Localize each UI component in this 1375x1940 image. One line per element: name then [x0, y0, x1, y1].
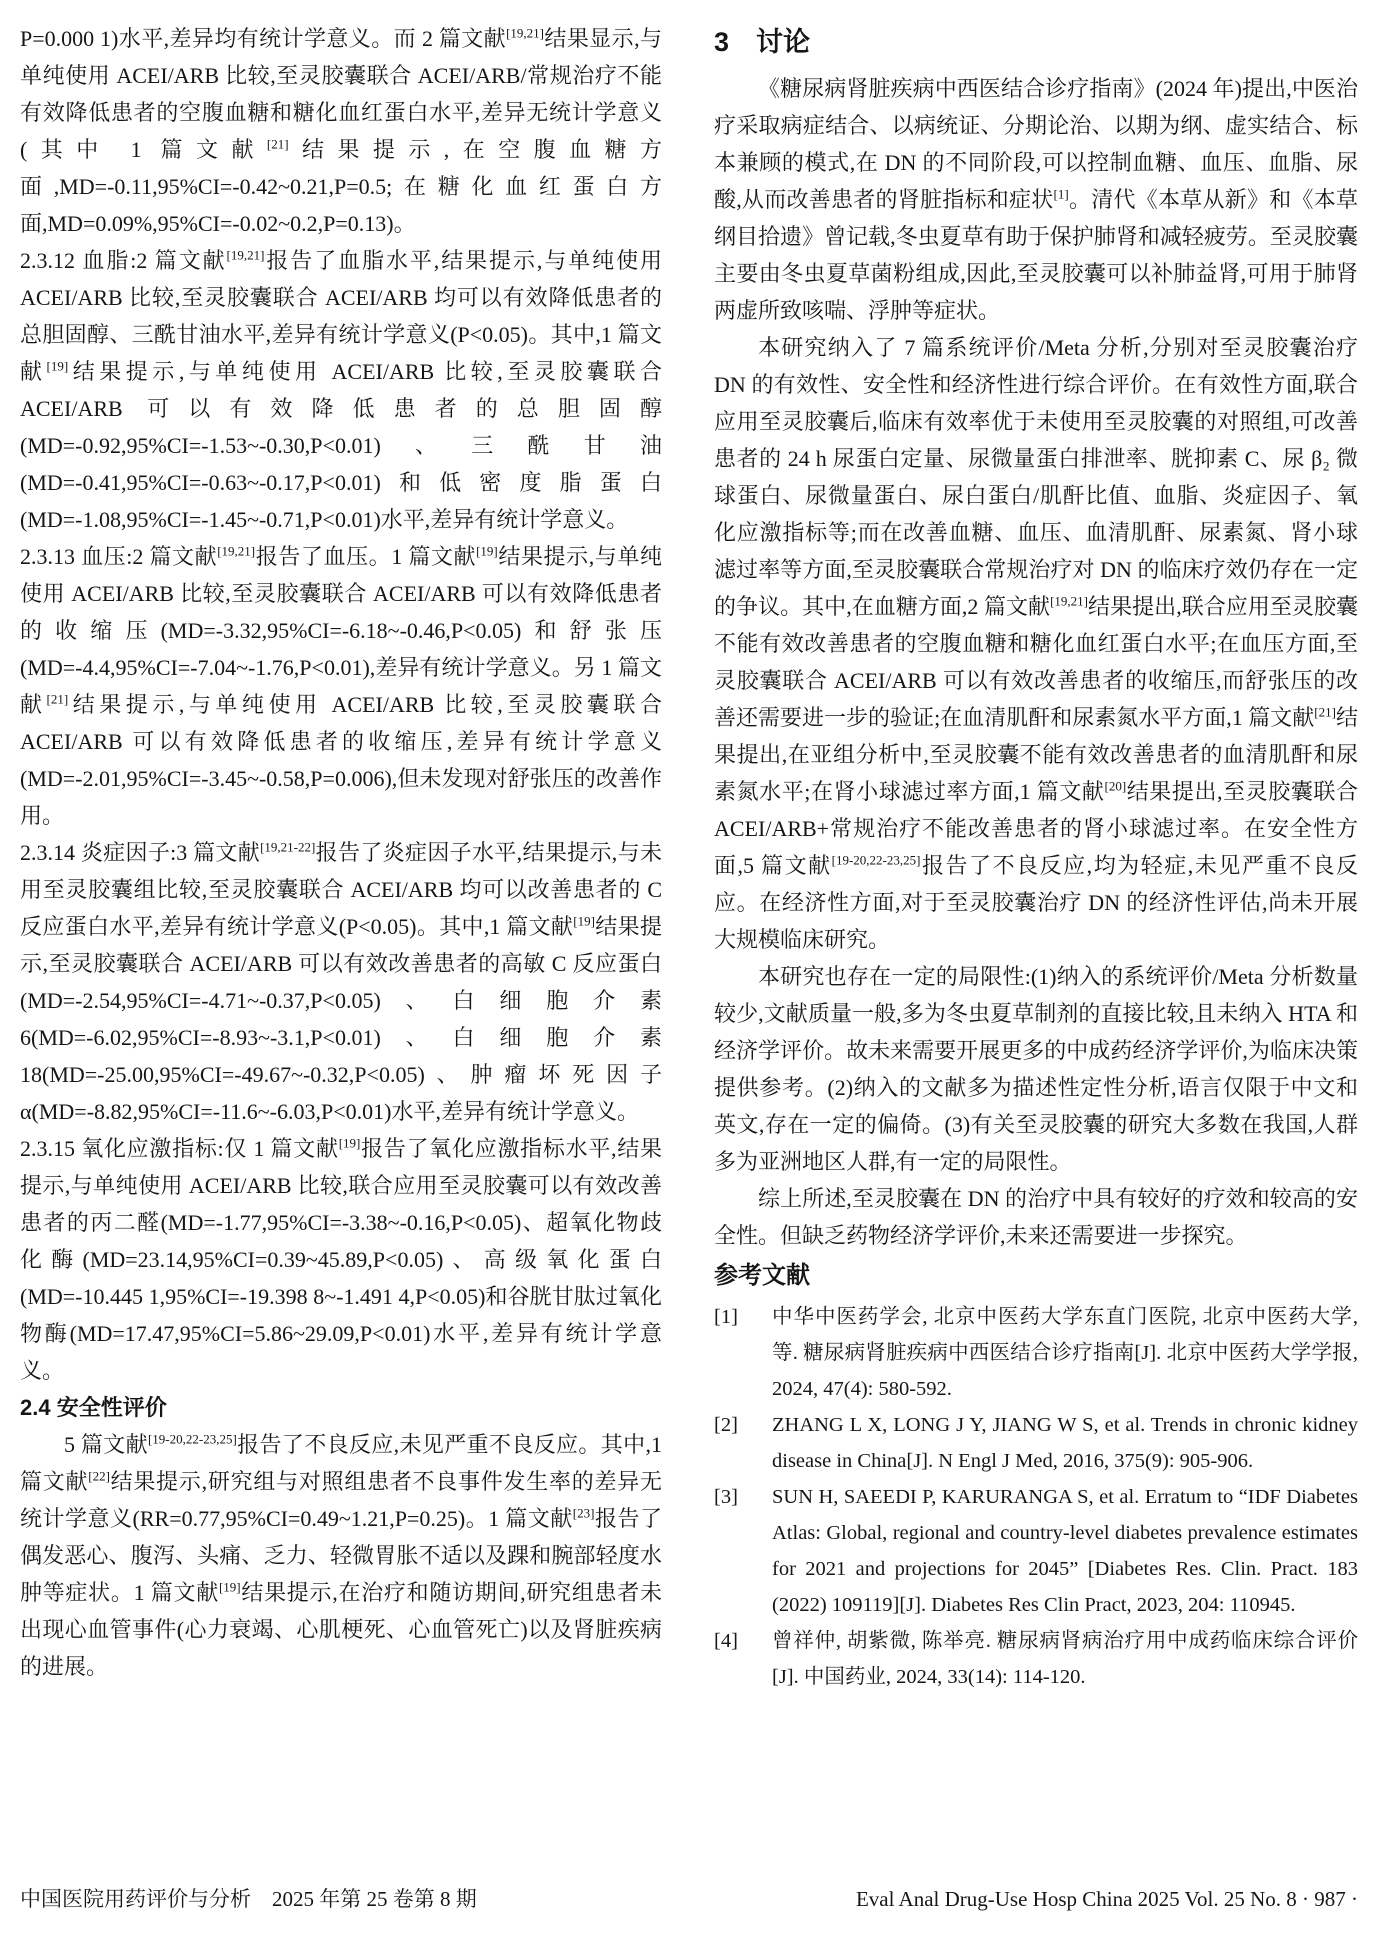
citation-superscript: [20]	[1104, 778, 1127, 794]
citation-superscript: [1]	[1053, 186, 1069, 202]
reference-number: [1]	[714, 1306, 738, 1328]
references-heading: 参考文献	[714, 1262, 810, 1289]
citation-superscript: [19]	[218, 1579, 241, 1595]
paragraph: 2.3.12 血脂:2 篇文献[19,21]报告了血脂水平,结果提示,与单纯使用 ACEI/ARB 比较,至灵胶囊联合 ACEI/ARB 均可以有效降低患者的总胆固醇、三酰甘油水平,差异有统计学意义(P<0.05)。其中,1 篇文献[19]结果提示,与单纯使用 ACEI/ARB 比较,至灵胶囊联合 ACEI/ARB 可以有效降低患者的总胆固醇(MD=-0.92,95%CI=-1.53~-0.30,P<0.01)、三酰甘油(MD=-0.41,95%CI=-0.63~-0.17,P<0.01)和低密度脂蛋白(MD=-1.08,95%CI=-1.45~-0.71,P<0.01)水平,差异有统计学意义。	[20, 247, 662, 532]
paragraph: 《糖尿病肾脏疾病中西医结合诊疗指南》(2024 年)提出,中医治疗采取病症结合、以病统证、分期论治、以期为纲、虚实结合、标本兼顾的模式,在 DN 的不同阶段,可以控制血糖、血压、血脂、尿酸,从而改善患者的肾脏指标和症状[1]。清代《本草从新》和《本草纲目拾遗》曾记载,冬虫夏草有助于保护肺肾和减轻疲劳。至灵胶囊主要由冬虫夏草菌粉组成,因此,至灵胶囊可以补肺益肾,可用于肺肾两虚所致咳喘、浮肿等症状。	[714, 76, 1358, 323]
reference-text: SUN H, SAEEDI P, KARURANGA S, et al. Erratum to “IDF Diabetes Atlas: Global, regional and country-level diabetes prevalence estimates for 2021 and projections for 2045” [Diabetes Res. Clin. Pract. 183 (2022) 109119][J]. Diabetes Res Clin Pract, 2023, 204: 110945.	[772, 1486, 1358, 1616]
paragraph: 本研究纳入了 7 篇系统评价/Meta 分析,分别对至灵胶囊治疗 DN 的有效性、安全性和经济性进行综合评价。在有效性方面,联合应用至灵胶囊后,临床有效率优于未使用至灵胶囊的对照组,可改善患者的 24 h 尿蛋白定量、尿微量蛋白排泄率、胱抑素 C、尿 β₂ 微球蛋白、尿微量蛋白、尿白蛋白/肌酐比值、血脂、炎症因子、氧化应激指标等;而在改善血糖、血压、血清肌酐、尿素氮、肾小球滤过率等方面,至灵胶囊联合常规治疗对 DN 的临床疗效仍存在一定的争议。其中,在血糖方面,2 篇文献[19,21]结果提出,联合应用至灵胶囊不能有效改善患者的空腹血糖和糖化血红蛋白水平;在血压方面,至灵胶囊联合 ACEI/ARB 可以有效改善患者的收缩压,而舒张压的改善还需要进一步的验证;在血清肌酐和尿素氮水平方面,1 篇文献[21]结果提出,在亚组分析中,至灵胶囊不能有效改善患者的血清肌酐和尿素氮水平;在肾小球滤过率方面,1 篇文献[20]结果提出,至灵胶囊联合 ACEI/ARB+常规治疗不能改善患者的肾小球滤过率。在安全性方面,5 篇文献[19-20,22-23,25]报告了不良反应,均为轻症,未见严重不良反应。在经济性方面,对于至灵胶囊治疗 DN 的经济性评估,尚未开展大规模临床研究。	[714, 335, 1358, 952]
paragraph: 2.3.15 氧化应激指标:仅 1 篇文献[19]报告了氧化应激指标水平,结果提示,与单纯使用 ACEI/ARB 比较,联合应用至灵胶囊可以有效改善患者的丙二醛(MD=-1.77,95%CI=-3.38~-0.16,P<0.05)、超氧化物歧化酶(MD=23.14,95%CI=0.39~45.89,P<0.05)、高级氧化蛋白(MD=-10.445 1,95%CI=-19.398 8~-1.491 4,P<0.05)和谷胱甘肽过氧化物酶(MD=17.47,95%CI=5.86~29.09,P<0.01)水平,差异有统计学意义。	[20, 1135, 662, 1383]
citation-superscript: [19,21]	[1050, 593, 1089, 609]
reference-text: 中华中医药学会, 北京中医药大学东直门医院, 北京中医药大学, 等. 糖尿病肾脏疾病中西医结合诊疗指南[J]. 北京中医药大学学报, 2024, 47(4): 580-592.	[772, 1306, 1358, 1400]
reference-text: 曾祥仲, 胡紫微, 陈举亮. 糖尿病肾病治疗用中成药临床综合评价[J]. 中国药业, 2024, 33(14): 114-120.	[772, 1630, 1358, 1688]
citation-superscript: [19]	[46, 358, 69, 374]
reference-number: [2]	[714, 1414, 738, 1436]
citation-superscript: [19]	[338, 1135, 361, 1151]
left-column-blocks	[20, 20, 662, 1685]
discussion-heading: 3 讨论	[714, 27, 811, 57]
paragraph: 综上所述,至灵胶囊在 DN 的治疗中具有较好的疗效和较高的安全性。但缺乏药物经济学评价,未来还需要进一步探究。	[714, 1186, 1358, 1248]
citation-superscript: [19]	[573, 913, 595, 929]
citation-superscript: [19,21-22]	[260, 839, 316, 855]
citation-superscript: [19,21]	[217, 543, 256, 559]
paragraph: 本研究也存在一定的局限性:(1)纳入的系统评价/Meta 分析数量较少,文献质量一般,多为冬虫夏草制剂的直接比较,且未纳入 HTA 和经济学评价。故未来需要开展更多的中成药经济学评价,为临床决策提供参考。(2)纳入的文献多为描述性定性分析,语言仅限于中文和英文,存在一定的偏倚。(3)有关至灵胶囊的研究大多数在我国,人群多为亚洲地区人群,有一定的局限性。	[714, 964, 1358, 1174]
reference-item	[714, 1479, 1358, 1623]
footer-journal-cn: 中国医院用药评价与分析 2025 年第 25 卷第 8 期	[20, 1887, 477, 1911]
reference-number: [3]	[714, 1486, 738, 1508]
citation-superscript: [21]	[46, 691, 69, 707]
left-column	[20, 20, 662, 1685]
citation-superscript: [19-20,22-23,25]	[147, 1431, 237, 1447]
reference-number: [4]	[714, 1630, 738, 1652]
citation-superscript: [22]	[88, 1468, 110, 1484]
paragraph: 2.3.14 炎症因子:3 篇文献[19,21-22]报告了炎症因子水平,结果提示,与未用至灵胶囊组比较,至灵胶囊联合 ACEI/ARB 均可以改善患者的 C 反应蛋白水平,差异有统计学意义(P<0.05)。其中,1 篇文献[19]结果提示,至灵胶囊联合 ACEI/ARB 可以有效改善患者的高敏 C 反应蛋白(MD=-2.54,95%CI=-4.71~-0.37,P<0.05)、白细胞介素 6(MD=-6.02,95%CI=-8.93~-3.1,P<0.01)、白细胞介素 18(MD=-25.00,95%CI=-49.67~-0.32,P<0.05)、肿瘤坏死因子 α(MD=-8.82,95%CI=-11.6~-6.03,P<0.01)水平,差异有统计学意义。	[20, 839, 662, 1124]
citation-superscript: [19,21]	[506, 25, 545, 41]
reference-item	[714, 1299, 1358, 1407]
references-list	[714, 1299, 1358, 1695]
citation-superscript: [19,21]	[226, 247, 265, 263]
citation-superscript: [19]	[476, 543, 498, 559]
paragraph: P=0.000 1)水平,差异均有统计学意义。而 2 篇文献[19,21]结果显示,与单纯使用 ACEI/ARB 比较,至灵胶囊联合 ACEI/ARB/常规治疗不能有效降低患者的空腹血糖和糖化血红蛋白水平,差异无统计学意义(其中 1 篇文献[21]结果提示,在空腹血糖方面,MD=-0.11,95%CI=-0.42~0.21,P=0.5;在糖化血红蛋白方面,MD=0.09%,95%CI=-0.02~0.2,P=0.13)。	[20, 25, 662, 236]
reference-text: ZHANG L X, LONG J Y, JIANG W S, et al. Trends in chronic kidney disease in China[J]. N Engl J Med, 2016, 375(9): 905-906.	[772, 1414, 1358, 1472]
citation-superscript: [19-20,22-23,25]	[831, 852, 921, 868]
right-column-blocks	[714, 70, 1358, 1254]
citation-superscript: [21]	[1314, 704, 1336, 720]
right-column	[714, 20, 1358, 1695]
citation-superscript: [21]	[266, 136, 289, 152]
reference-item	[714, 1623, 1358, 1695]
paragraph: 5 篇文献[19-20,22-23,25]报告了不良反应,未见严重不良反应。其中,1 篇文献[22]结果提示,研究组与对照组患者不良事件发生率的差异无统计学意义(RR=0.77,95%CI=0.49~1.21,P=0.25)。1 篇文献[23]报告了偶发恶心、腹泻、头痛、乏力、轻微胃胀不适以及踝和腕部轻度水肿等症状。1 篇文献[19]结果提示,在治疗和随访期间,研究组患者未出现心血管事件(心力衰竭、心肌梗死、心血管死亡)以及肾脏疾病的进展。	[20, 1431, 662, 1679]
citation-superscript: [23]	[572, 1505, 595, 1521]
footer-journal-en: Eval Anal Drug-Use Hosp China 2025 Vol. 25 No. 8 · 987 ·	[855, 1887, 1358, 1911]
reference-item	[714, 1407, 1358, 1479]
paragraph: 2.3.13 血压:2 篇文献[19,21]报告了血压。1 篇文献[19]结果提示,与单纯使用 ACEI/ARB 比较,至灵胶囊联合 ACEI/ARB 可以有效降低患者的收缩压(MD=-3.32,95%CI=-6.18~-0.46,P<0.05)和舒张压(MD=-4.4,95%CI=-7.04~-1.76,P<0.01),差异有统计学意义。另 1 篇文献[21]结果提示,与单纯使用 ACEI/ARB 比较,至灵胶囊联合 ACEI/ARB 可以有效降低患者的收缩压,差异有统计学意义(MD=-2.01,95%CI=-3.45~-0.58,P=0.006),但未发现对舒张压的改善作用。	[20, 543, 662, 828]
section-heading: 2.4 安全性评价	[20, 1395, 167, 1420]
